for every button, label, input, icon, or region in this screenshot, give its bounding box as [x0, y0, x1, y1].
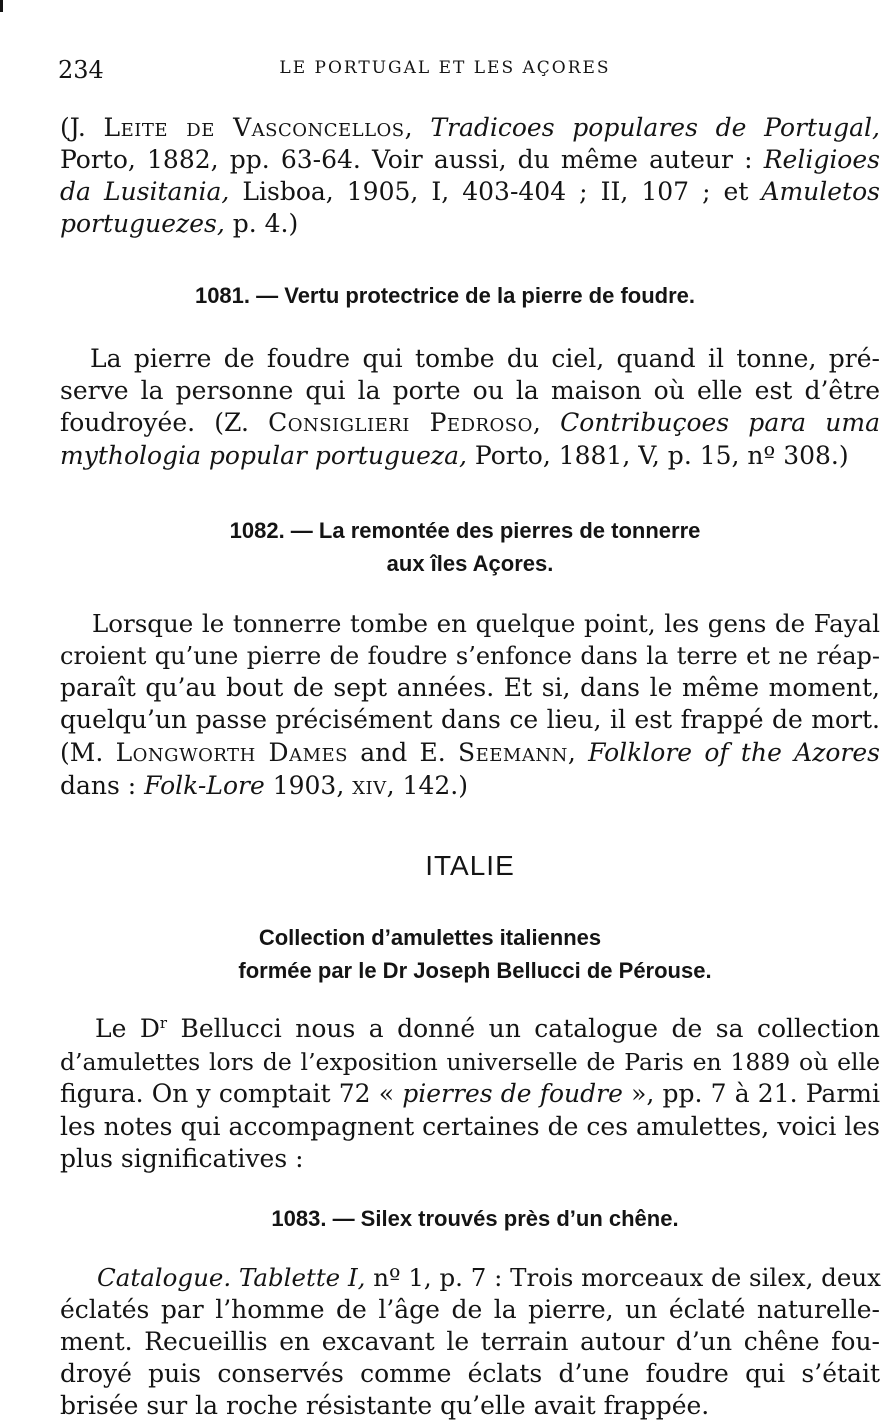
entry-heading-1081: 1081. — Vertu protectrice de la pierre de foudre. [194, 283, 696, 308]
entry-heading-1082-line-2: aux îles Açores. [386, 551, 554, 576]
entry-1083-line-3: ment. Recueillis en excavant le terrain autour d’un chêne fou- [60, 1327, 880, 1356]
scan-mark [0, 0, 3, 12]
book-title: Amuletos [761, 177, 880, 206]
entry-1082-line-3: paraît qu’au bout de sept années. Et si, dans le même moment, [60, 673, 880, 702]
entry-1081-line-3: foudroyée. (Z. Consiglieri Pedroso, Contribuçoes para uma [60, 408, 880, 437]
author-name: Consiglieri Pedroso [268, 408, 533, 437]
collection-line-2: d’amulettes lors de l’exposition universelle de Paris en 1889 où elle [60, 1048, 880, 1076]
intro-line-1: (J. Leite de Vasconcellos, Tradicoes populares de Portugal, [60, 113, 880, 142]
entry-1083-line-4: droyé puis conservés comme éclats d’une foudre qui s’était [60, 1359, 880, 1388]
collection-line-3: figura. On y comptait 72 « pierres de foudre », pp. 7 à 21. Parmi [60, 1079, 880, 1108]
entry-1082-line-1: Lorsque le tonnerre tombe en quelque point, les gens de Fayal [92, 609, 880, 638]
section-title: ITALIE [425, 850, 515, 881]
entry-1083-line-1: Catalogue. Tablette I, nº 1, p. 7 : Trois morceaux de silex, deux [97, 1263, 881, 1292]
entry-heading-1082-line-1: 1082. — La remontée des pierres de tonnerre [229, 518, 701, 543]
entry-heading-1083: 1083. — Silex trouvés près d’un chêne. [271, 1206, 679, 1231]
book-title: Contribuçoes para uma [560, 408, 880, 437]
book-title: Religioes [763, 145, 880, 174]
quoted-term: pierres de foudre [402, 1079, 623, 1108]
entry-1083-line-2: éclatés par l’homme de l’âge de la pierre, un éclaté naturelle- [60, 1295, 880, 1324]
book-title: mythologia popular portugueza, [60, 441, 467, 470]
entry-1081-line-4: mythologia popular portugueza, Porto, 1881, V, p. 15, nº 308.) [60, 441, 849, 470]
entry-1082-line-2: croient qu’une pierre de foudre s’enfonce dans la terre et ne réap- [60, 642, 880, 670]
book-title: Tradicoes populares de Portugal, [430, 113, 880, 142]
intro-line-2: Porto, 1882, pp. 63-64. Voir aussi, du même auteur : Religioes [60, 145, 880, 174]
collection-line-1: Le $D^r$ Bellucci nous a donné un catalogue de sa collection [95, 1014, 880, 1043]
entry-1082-line-4: quelqu’un passe précisément dans ce lieu, il est frappé de mort. [60, 705, 880, 734]
entry-1082-line-5: (M. Longworth Dames and E. Seemann, Folklore of the Azores [60, 738, 881, 767]
author-name: Leite de Vasconcellos [103, 113, 405, 142]
collection-line-4: les notes qui accompagnent certaines de ces amulettes, voici les [60, 1112, 880, 1141]
running-title: LE PORTUGAL ET LES AÇORES [279, 58, 611, 78]
collection-line-5: plus significatives : [60, 1144, 304, 1173]
entry-1083-line-5: brisée sur la roche résistante qu’elle avait frappée. [60, 1391, 710, 1420]
author-name: Seemann [458, 738, 568, 767]
intro-line-3: da Lusitania, Lisboa, 1905, I, 403-404 ; II, 107 ; et Amuletos [60, 177, 880, 206]
author-name: Longworth Dames [115, 738, 348, 767]
journal-title: Folk-Lore [144, 771, 265, 800]
book-title: portuguezes, [60, 209, 225, 238]
intro-line-4: portuguezes, p. 4.) [60, 209, 299, 238]
page-number: 234 [58, 56, 104, 84]
book-title: da Lusitania, [60, 177, 230, 206]
collection-heading-line-1: Collection d’amulettes italiennes [258, 925, 602, 950]
entry-1081-line-2: serve la personne qui la porte ou la maison où elle est d’être [60, 376, 880, 405]
catalogue-reference: Catalogue. Tablette I, [97, 1263, 366, 1292]
article-title: Folklore of the Azores [588, 738, 881, 767]
entry-1081-line-1: La pierre de foudre qui tombe du ciel, quand il tonne, pré- [90, 344, 880, 373]
entry-1082-line-6: dans : Folk-Lore 1903, xiv, 142.) [60, 771, 468, 800]
collection-heading-line-2: formée par le Dr Joseph Bellucci de Pérouse. [238, 958, 712, 983]
